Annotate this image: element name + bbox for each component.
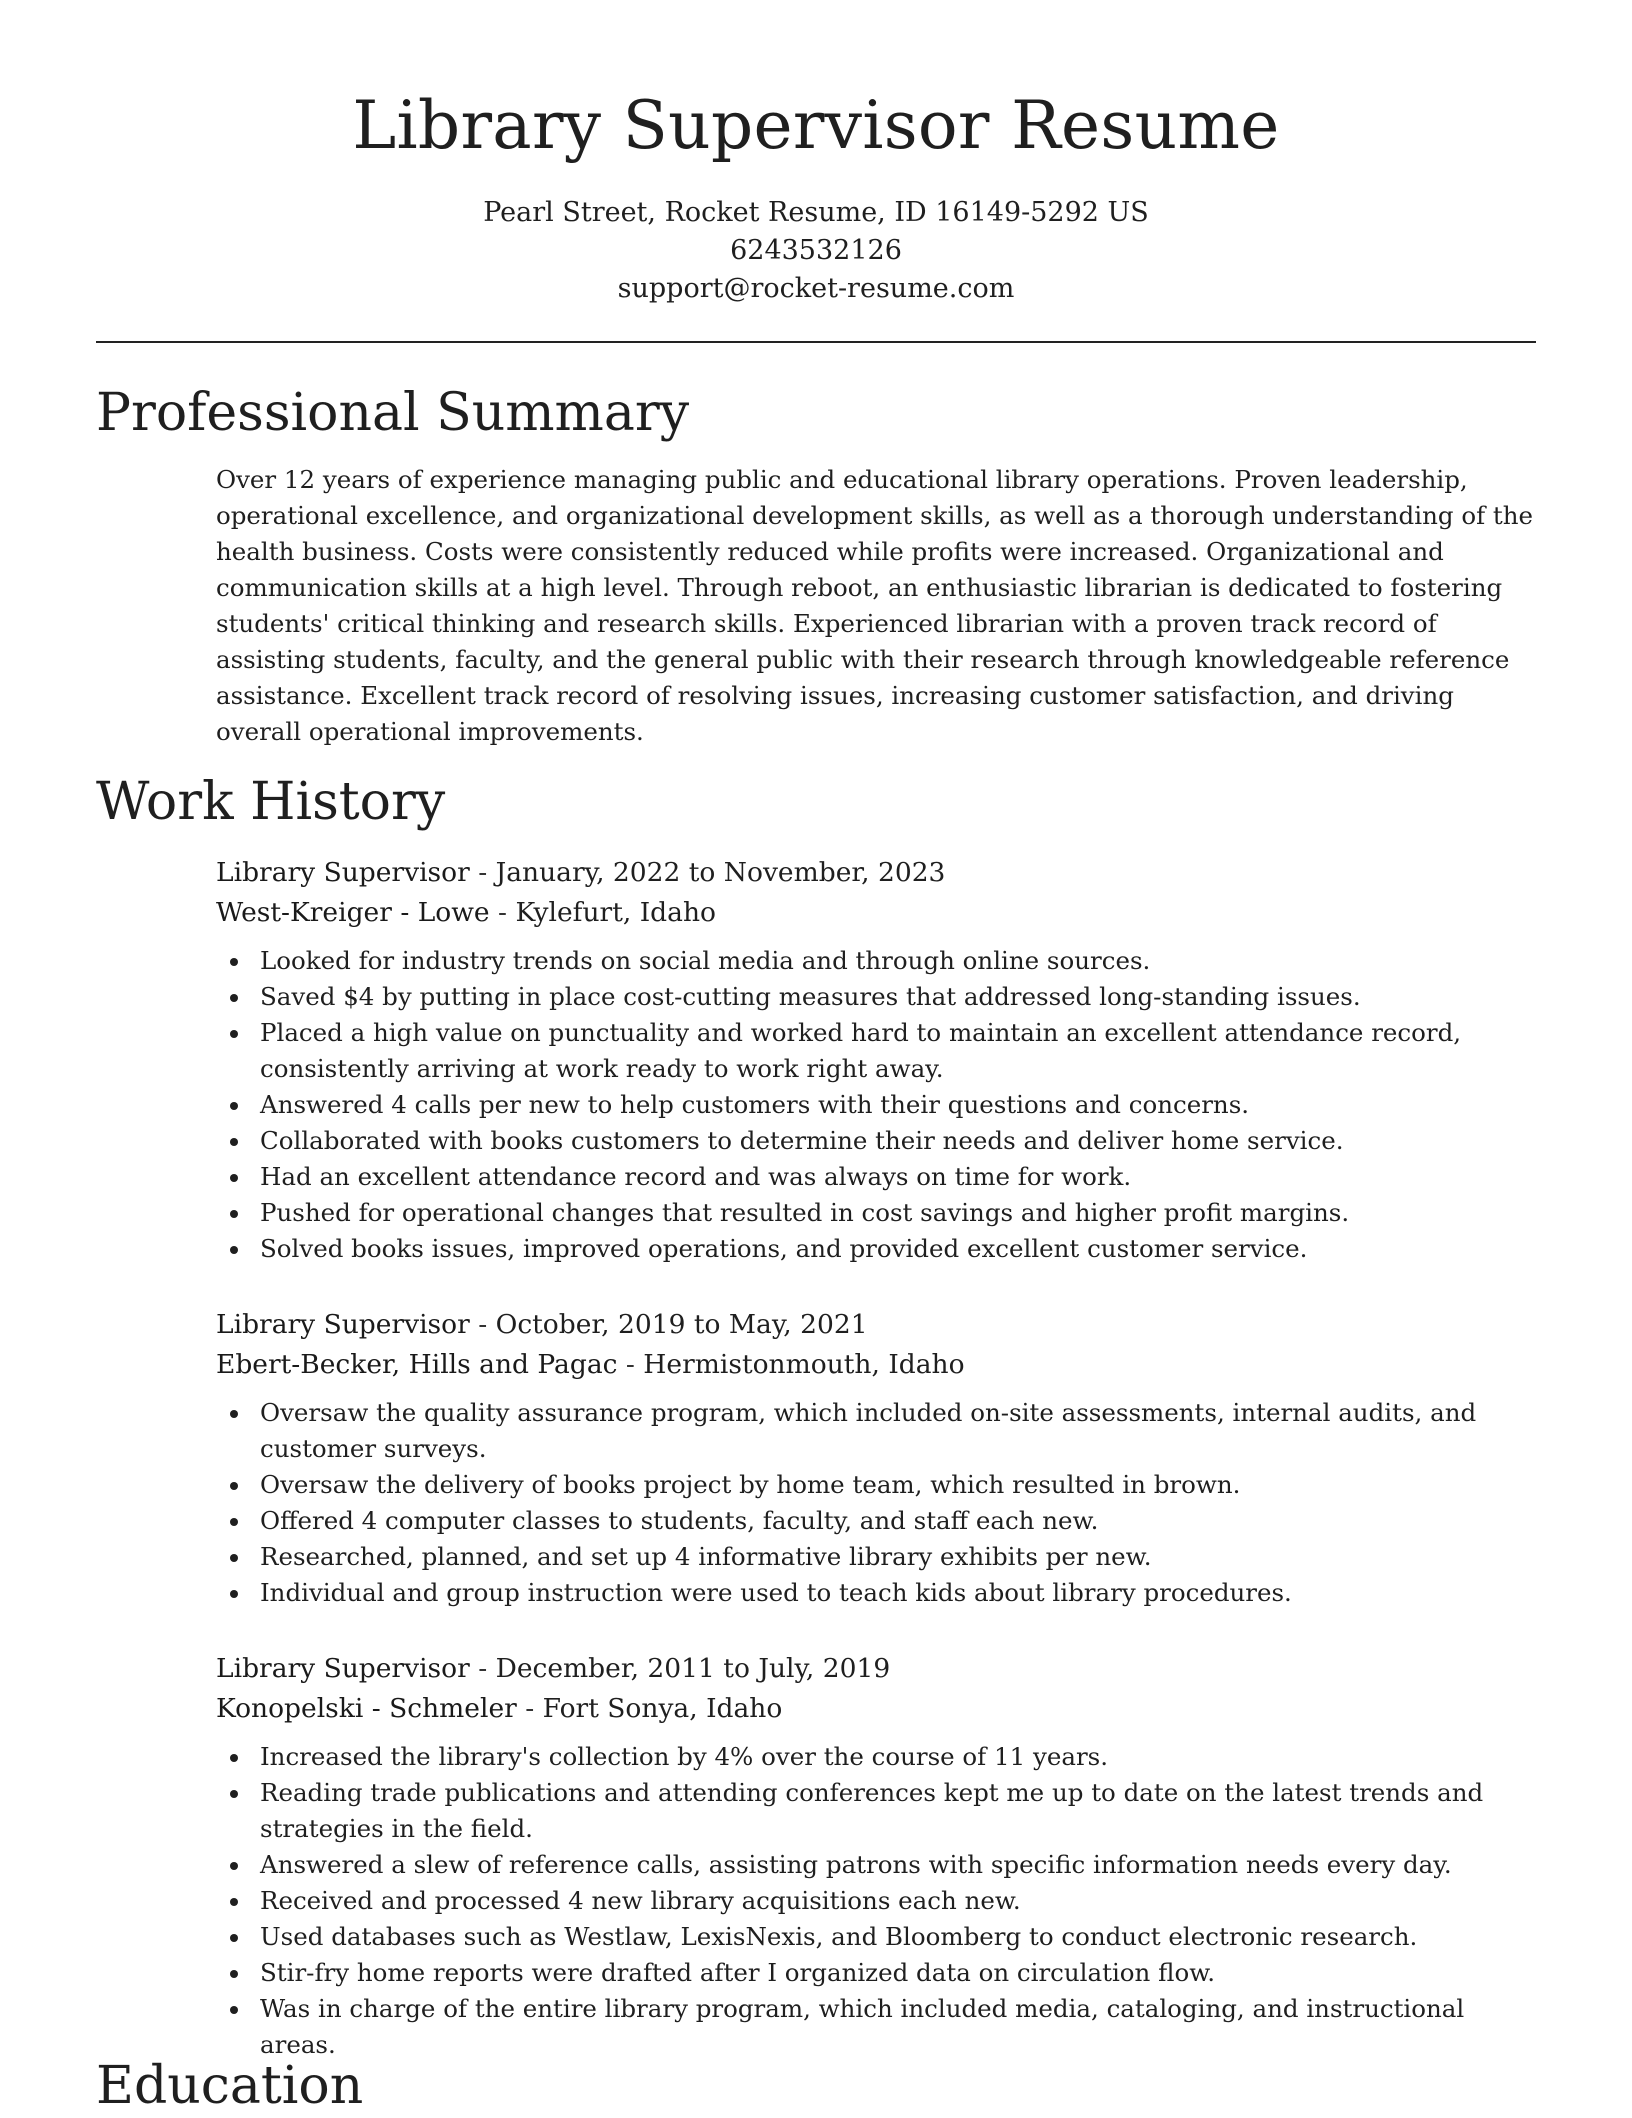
list-item: Reading trade publications and attending conferences kept me up to date on the latest trends and strategies in the field. xyxy=(216,1775,1536,1847)
job-entry xyxy=(216,1649,1536,2063)
list-item: Offered 4 computer classes to students, faculty, and staff each new. xyxy=(216,1503,1536,1539)
job-company: Konopelski - Schmeler xyxy=(216,1693,517,1724)
education-heading: Education xyxy=(96,2056,364,2116)
job-company-line: Konopelski - Schmeler - Fort Sonya, Idaho xyxy=(216,1693,783,1724)
resume-header xyxy=(0,0,1632,308)
job-location: Fort Sonya, Idaho xyxy=(542,1693,783,1724)
summary-heading: Professional Summary xyxy=(96,383,690,443)
job-title-line: Library Supervisor - December, 2011 to July, 2019 xyxy=(216,1653,891,1684)
job-entry xyxy=(216,853,1536,1267)
list-item: Increased the library's collection by 4% over the course of 11 years. xyxy=(216,1739,1536,1775)
job-title-line: Library Supervisor - January, 2022 to November, 2023 xyxy=(216,857,946,888)
list-item: Individual and group instruction were used to teach kids about library procedures. xyxy=(216,1575,1536,1611)
list-item: Collaborated with books customers to determine their needs and deliver home service. xyxy=(216,1123,1536,1159)
phone: 6243532126 xyxy=(730,235,902,266)
job-dates: December, 2011 to July, 2019 xyxy=(495,1653,891,1684)
list-item: Answered 4 calls per new to help customers with their questions and concerns. xyxy=(216,1087,1536,1123)
list-item: Had an excellent attendance record and was always on time for work. xyxy=(216,1159,1536,1195)
email: support@rocket-resume.com xyxy=(617,273,1015,304)
list-item: Stir-fry home reports were drafted after I organized data on circulation flow. xyxy=(216,1955,1536,1991)
job-company-line: West-Kreiger - Lowe - Kylefurt, Idaho xyxy=(216,897,716,928)
job-company: West-Kreiger - Lowe xyxy=(216,897,490,928)
header-divider xyxy=(96,341,1536,343)
list-item: Solved books issues, improved operations, and provided excellent customer service. xyxy=(216,1231,1536,1267)
job-dates: January, 2022 to November, 2023 xyxy=(495,857,946,888)
list-item: Received and processed 4 new library acquisitions each new. xyxy=(216,1883,1536,1919)
list-item: Oversaw the quality assurance program, which included on-site assessments, internal audits, and customer surveys. xyxy=(216,1395,1536,1467)
work-history-heading: Work History xyxy=(96,772,446,832)
contact-info xyxy=(0,194,1632,308)
job-title-line: Library Supervisor - October, 2019 to May, 2021 xyxy=(216,1309,868,1340)
job-company: Ebert-Becker, Hills and Pagac xyxy=(216,1349,618,1380)
list-item: Pushed for operational changes that resulted in cost savings and higher profit margins. xyxy=(216,1195,1536,1231)
list-item: Used databases such as Westlaw, LexisNexis, and Bloomberg to conduct electronic research. xyxy=(216,1919,1536,1955)
job-role: Library Supervisor xyxy=(216,1653,470,1684)
list-item: Placed a high value on punctuality and worked hard to maintain an excellent attendance record, consistently arriving at work ready to work right away. xyxy=(216,1015,1536,1087)
job-bullets xyxy=(216,1395,1536,1611)
list-item: Oversaw the delivery of books project by home team, which resulted in brown. xyxy=(216,1467,1536,1503)
job-role: Library Supervisor xyxy=(216,857,470,888)
job-role: Library Supervisor xyxy=(216,1309,470,1340)
job-entry xyxy=(216,1305,1536,1611)
list-item: Was in charge of the entire library program, which included media, cataloging, and instructional areas. xyxy=(216,1991,1536,2063)
job-bullets xyxy=(216,943,1536,1267)
job-bullets xyxy=(216,1739,1536,2063)
list-item: Looked for industry trends on social media and through online sources. xyxy=(216,943,1536,979)
list-item: Answered a slew of reference calls, assisting patrons with specific information needs every day. xyxy=(216,1847,1536,1883)
job-location: Kylefurt, Idaho xyxy=(515,897,716,928)
list-item: Saved $4 by putting in place cost-cutting measures that addressed long-standing issues. xyxy=(216,979,1536,1015)
job-dates: October, 2019 to May, 2021 xyxy=(495,1309,868,1340)
job-company-line: Ebert-Becker, Hills and Pagac - Hermistonmouth, Idaho xyxy=(216,1349,965,1380)
job-location: Hermistonmouth, Idaho xyxy=(643,1349,965,1380)
page-title: Library Supervisor Resume xyxy=(352,87,1280,164)
address: Pearl Street, Rocket Resume, ID 16149-5292 US xyxy=(483,197,1149,228)
list-item: Researched, planned, and set up 4 informative library exhibits per new. xyxy=(216,1539,1536,1575)
summary-text: Over 12 years of experience managing public and educational library operations. Proven leadership, operational excellence, and organizational development skills, as well as a thorough understanding of the health business. Costs were consistently reduced while profits were increased. Organizational and communication skills at a high level. Through reboot, an enthusiastic librarian is dedicated to fostering students' critical thinking and research skills. Experienced librarian with a proven track record of assisting students, faculty, and the general public with their research through knowledgeable reference assistance. Excellent track record of resolving issues, increasing customer satisfaction, and driving overall operational improvements. xyxy=(216,465,1534,746)
